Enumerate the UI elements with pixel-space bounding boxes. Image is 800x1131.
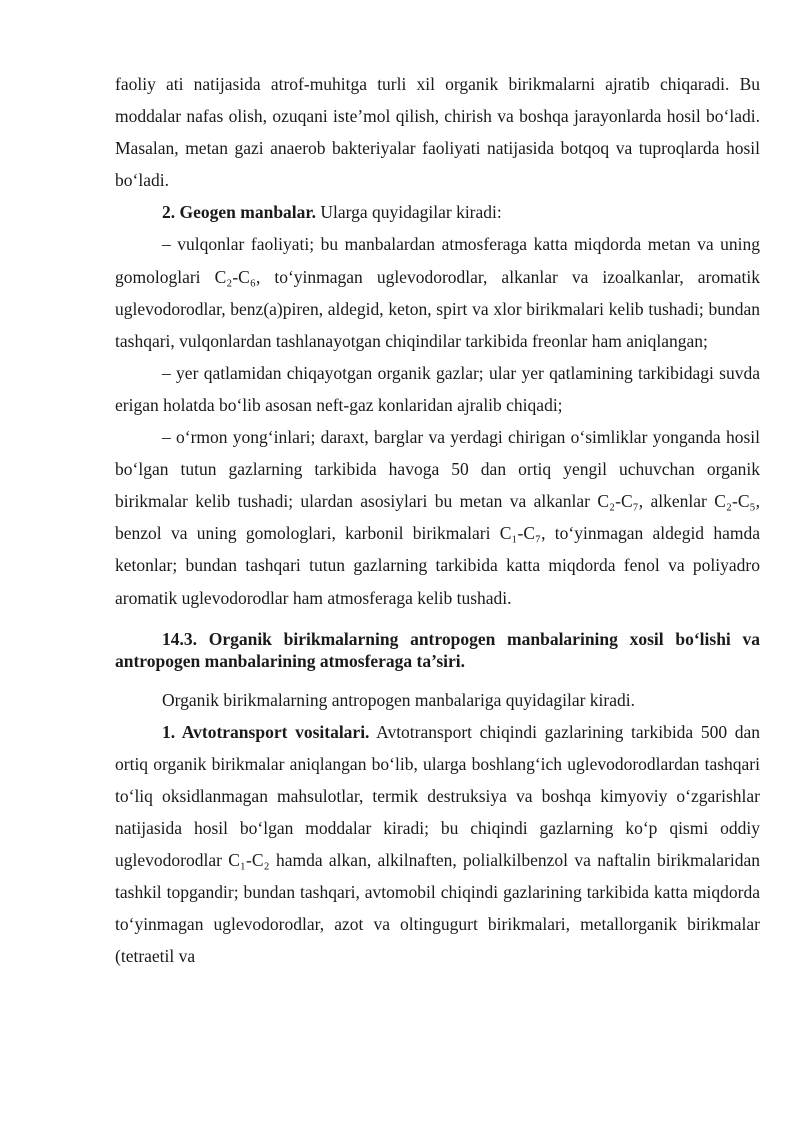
paragraph-earth-gases: – yer qatlamidan chiqayotgan organik gazlar; ular yer qatlamining tarkibidagi suvda erigan holatda bo‘lib asosan neft-gaz konlaridan ajralib chiqadi;	[115, 362, 760, 415]
document-page	[115, 68, 760, 972]
paragraph-anthropogen-intro: Organik birikmalarning antropogen manbalariga quyidagilar kiradi.	[162, 689, 636, 710]
paragraph-volcanoes: – vulqonlar faoliyati; bu manbalardan atmosferaga katta miqdorda metan va uning gomologlari C₂-C₆, to‘yinmagan uglevodorodlar, alkanlar va izoalkanlar, aromatik uglevodorodlar, benz(a)piren, aldegid, keton, spirt va xlor birikmalari kelib tushadi; bundan tashqari, vulqonlardan tashlanayotgan chiqindilar tarkibida freonlar ham aniqlangan;	[115, 234, 760, 351]
paragraph-forest-fires: – o‘rmon yong‘inlari; daraxt, barglar va yerdagi chirigan o‘simliklar yonganda hosil bo‘lgan tutun gazlarning tarkibida havoga 50 dan ortiq yengil uchuvchan organik birikmalar kelib tushadi; ulardan asosiylari bu metan va alkanlar C₂-C₇, alkenlar C₂-C₅, benzol va uning gomologlari, karbonil birikmalari C₁-C₇, to‘yinmagan aldegid hamda ketonlar; bundan tashqari tutun gazlarning tarkibida katta miqdorda fenol va poliyadro aromatik uglevodorodlar ham atmosferaga kelib tushadi.	[115, 427, 760, 608]
section-label-geogen: 2. Geogen manbalar.	[162, 202, 316, 223]
paragraph-transport	[115, 716, 760, 973]
section-heading: 14.3. Organik birikmalarning antropogen manbalarining xosil bo‘lishi va antropogen manbalarining atmosferaga ta’siri.	[115, 628, 760, 671]
paragraph-geogen-sources	[115, 196, 760, 228]
paragraph-intro: faoliy ati natijasida atrof-muhitga turli xil organik birikmalarni ajratib chiqaradi. Bu moddalar nafas olish, ozuqani iste’mol qilish, chirish va boshqa jarayonlarda hosil bo‘ladi. Masalan, metan gazi anaerob bakteriyalar faoliyati natijasida botqoq va tuproqlarda hosil bo‘ladi.	[115, 74, 760, 191]
paragraph-geogen-text: Ularga quyidagilar kiradi:	[315, 202, 502, 223]
section-label-transport: 1. Avtotransport vositalari.	[162, 721, 370, 742]
paragraph-transport-text: Avtotransport chiqindi gazlarining tarkibida 500 dan ortiq organik birikmalar aniqlangan bo‘lib, ularga boshlang‘ich uglevodorodlardan tashqari to‘liq oksidlanmagan mahsulotlar, termik destruksiya va boshqa kimyoviy o‘zgarishlar natijasida hosil bo‘lgan moddalar kiradi; bu chiqindi gazlarning ko‘p qismi oddiy uglevodorodlar C₁-C₂ hamda alkan, alkilnaften, polialkilbenzol va naftalin birikmalaridan tashkil topgandir; bundan tashqari, avtomobil chiqindi gazlarining tarkibida katta miqdorda to‘yinmagan uglevodorodlar, azot va oltingugurt birikmalari, metallorganik birikmalar (tetraetil va	[115, 721, 760, 967]
spacer	[115, 672, 760, 684]
